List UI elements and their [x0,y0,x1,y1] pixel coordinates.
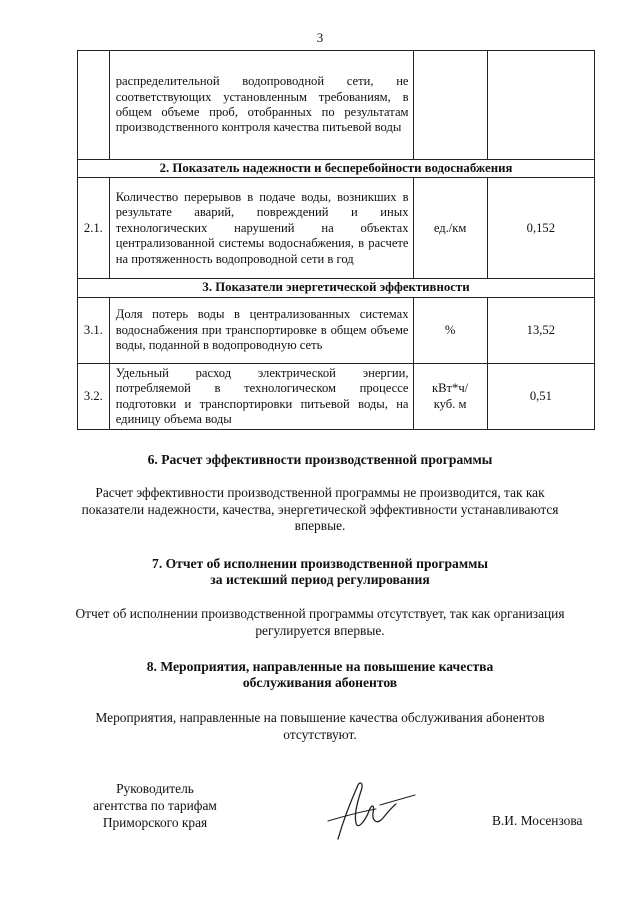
title-line: 7. Отчет об исполнении производственной программы [152,556,488,571]
value-cell: 13,52 [487,297,594,363]
section-8-title [0,659,640,691]
position-line: Руководитель [116,781,194,796]
indicator-name-cell: Доля потерь воды в централизованных системах водоснабжения при транспортировке в общем объеме воды, поданной в водопроводную сеть [109,297,413,363]
indicator-name-cell: Удельный расход электрической энергии, потребляемой в технологическом процессе подготовки и транспортировки питьевой воды, на единицу объема воды [109,363,413,430]
table-row [78,51,595,160]
table-row [78,297,595,363]
position-line: Приморского края [102,815,208,830]
row-number-cell: 3.2. [78,363,110,430]
unit-cell: ед./км [413,178,487,279]
section-6-title: 6. Расчет эффективности производственной программы [147,452,493,467]
section-7-text: Отчет об исполнении производственной программы отсутствует, так как организация регулируется впервые. [75,606,565,638]
unit-line: кВт*ч/ [432,381,469,396]
title-line: обслуживания абонентов [242,675,398,690]
table-row [78,178,595,279]
value-cell: 0,51 [487,363,594,430]
signatory-position [80,780,230,831]
row-number-cell: 3.1. [78,297,110,363]
section-2-title: 2. Показатель надежности и бесперебойности водоснабжения [78,160,595,178]
section-title-row [78,160,595,178]
title-line: 8. Мероприятия, направленные на повышение качества [146,659,494,674]
unit-cell [413,363,487,430]
position-line: агентства по тарифам [93,798,217,813]
handwritten-signature [320,775,420,850]
table-row [78,363,595,430]
section-title-row [78,279,595,297]
section-3-title: 3. Показатели энергетической эффективности [78,279,595,297]
section-6-text: Расчет эффективности производственной программы не производится, так как показатели надежности, качества, энергетической эффективности устанавливаются впервые. [81,485,559,533]
row-number-cell: 2.1. [78,178,110,279]
value-cell [487,51,594,160]
signatory-name: В.И. Мосензова [492,813,583,828]
indicator-name-cell: Количество перерывов в подаче воды, возникших в результате аварий, повреждений и иных технологических нарушений на объектах централизованной системы водоснабжения, в расчете на протяженность водопроводной сети в год [109,178,413,279]
unit-line: куб. м [433,396,467,411]
page-number: 3 [316,30,324,45]
unit-cell [413,51,487,160]
indicator-name-cell: распределительной водопроводной сети, не соответствующих установленным требованиям, в общем объеме проб, отобранных по результатам производственного контроля качества питьевой воды [109,51,413,160]
indicators-table [77,50,595,430]
unit-cell: % [413,297,487,363]
section-7-title [0,556,640,588]
section-8-text: Мероприятия, направленные на повышение качества обслуживания абонентов отсутствуют. [95,710,545,742]
title-line: за истекший период регулирования [210,572,430,587]
value-cell: 0,152 [487,178,594,279]
row-number-cell [78,51,110,160]
